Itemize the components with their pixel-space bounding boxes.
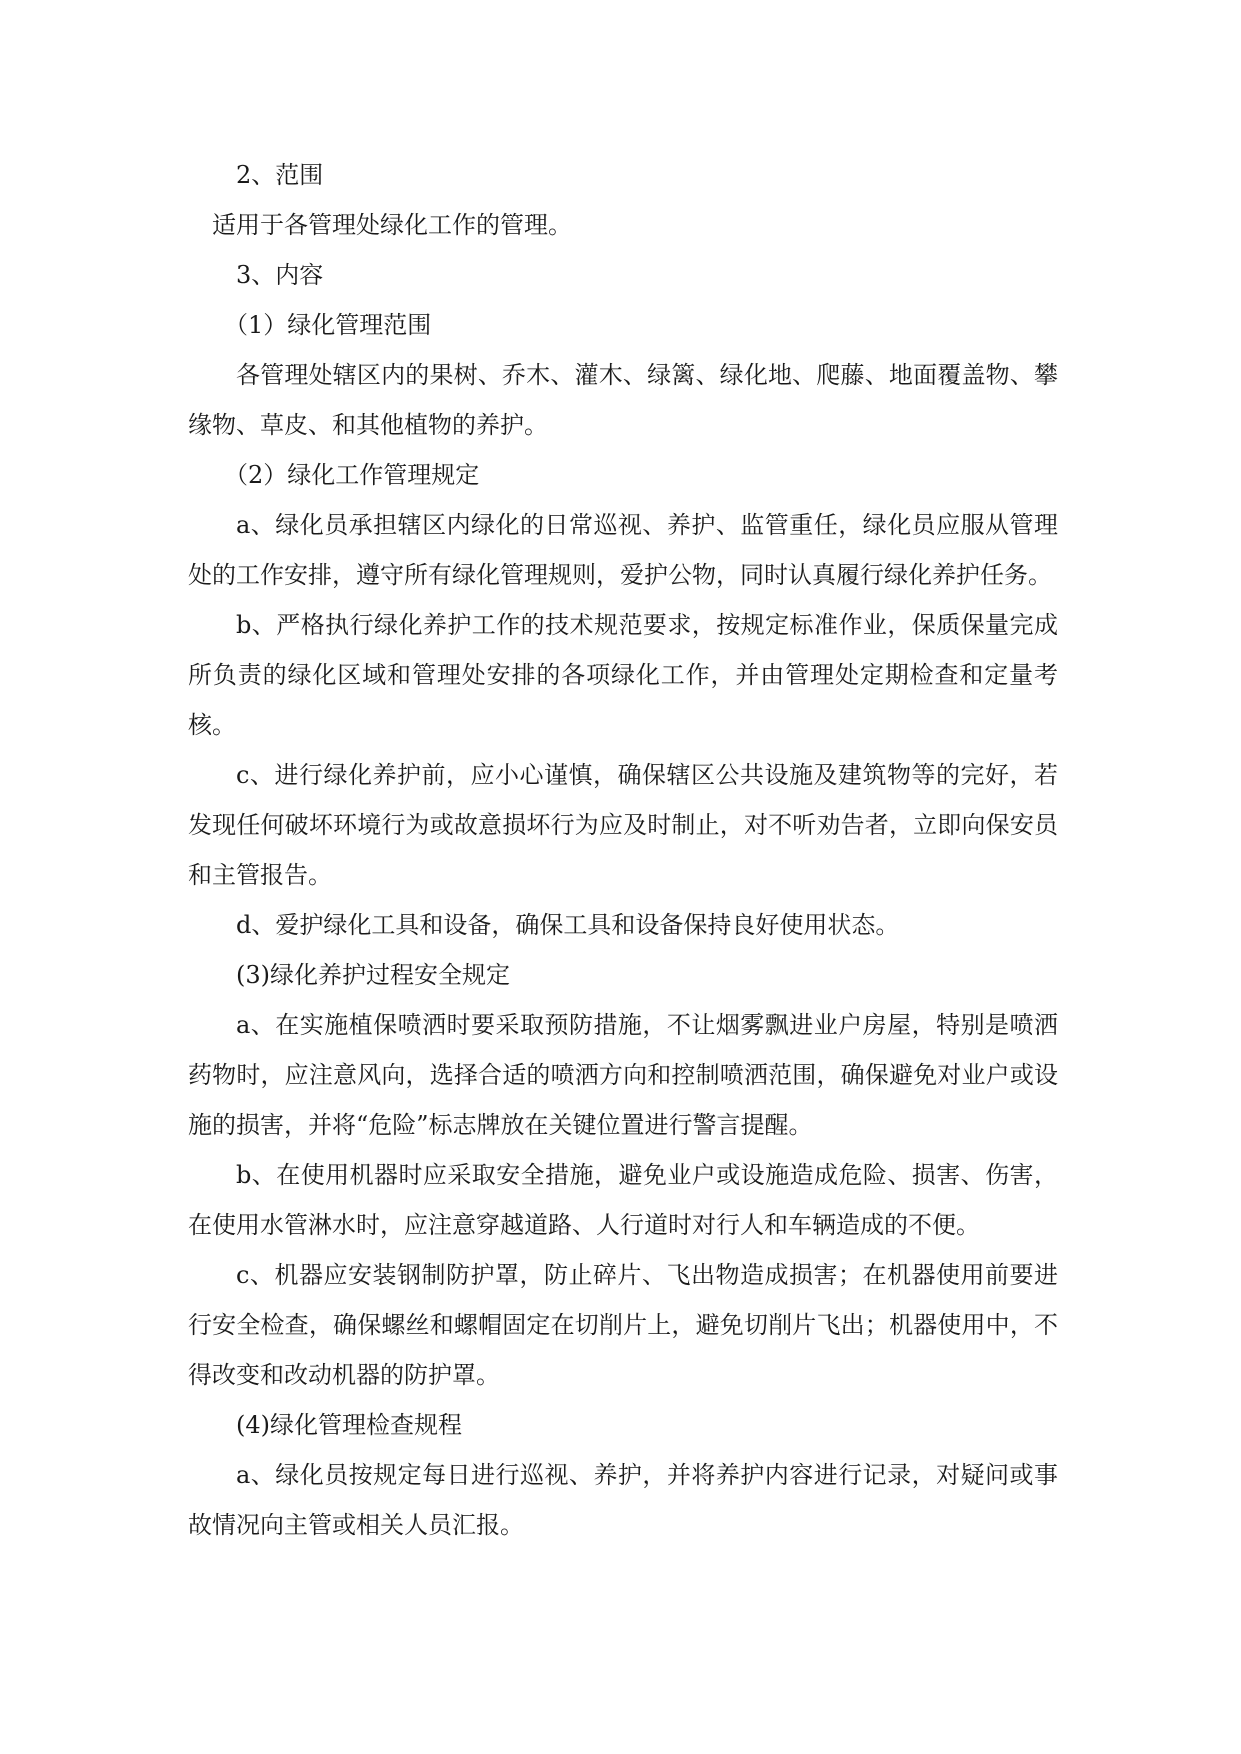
section-heading-scope: 2、范围 xyxy=(236,161,324,189)
work-rule-b: b、严格执行绿化养护工作的技术规范要求，按规定标准作业，保质保量完成所负责的绿化区域和管理处安排的各项绿化工作，并由管理处定期检查和定量考核。 xyxy=(188,611,1058,739)
subheading-work-rules: （2）绿化工作管理规定 xyxy=(224,461,480,489)
management-scope-text: 各管理处辖区内的果树、乔木、灌木、绿篱、绿化地、爬藤、地面覆盖物、攀缘物、草皮、和其他植物的养护。 xyxy=(188,361,1058,439)
work-rule-c: c、进行绿化养护前，应小心谨慎，确保辖区公共设施及建筑物等的完好，若发现任何破坏环境行为或故意损坏行为应及时制止，对不听劝告者，立即向保安员和主管报告。 xyxy=(188,761,1058,889)
scope-text: 适用于各管理处绿化工作的管理。 xyxy=(212,211,572,239)
subheading-management-scope: （1）绿化管理范围 xyxy=(224,311,432,339)
document-page xyxy=(188,150,1058,1550)
safety-rule-c: c、机器应安装钢制防护罩，防止碎片、飞出物造成损害；在机器使用前要进行安全检查，确保螺丝和螺帽固定在切削片上，避免切削片飞出；机器使用中，不得改变和改动机器的防护罩。 xyxy=(188,1261,1058,1389)
section-heading-content: 3、内容 xyxy=(236,261,324,289)
safety-rule-b: b、在使用机器时应采取安全措施，避免业户或设施造成危险、损害、伤害，在使用水管淋水时，应注意穿越道路、人行道时对行人和车辆造成的不便。 xyxy=(188,1161,1058,1239)
safety-rule-a: a、在实施植保喷洒时要采取预防措施，不让烟雾飘进业户房屋，特别是喷洒药物时，应注意风向，选择合适的喷洒方向和控制喷洒范围，确保避免对业户或设施的损害，并将“危险”标志牌放在关键位置进行警言提醒。 xyxy=(188,1011,1058,1139)
subheading-safety-rules: (3)绿化养护过程安全规定 xyxy=(236,961,510,989)
work-rule-d: d、爱护绿化工具和设备，确保工具和设备保持良好使用状态。 xyxy=(236,911,900,939)
inspection-rule-a: a、绿化员按规定每日进行巡视、养护，并将养护内容进行记录，对疑问或事故情况向主管或相关人员汇报。 xyxy=(188,1461,1058,1539)
work-rule-a: a、绿化员承担辖区内绿化的日常巡视、养护、监管重任，绿化员应服从管理处的工作安排，遵守所有绿化管理规则，爱护公物，同时认真履行绿化养护任务。 xyxy=(188,511,1058,589)
subheading-inspection-rules: (4)绿化管理检查规程 xyxy=(236,1411,462,1439)
